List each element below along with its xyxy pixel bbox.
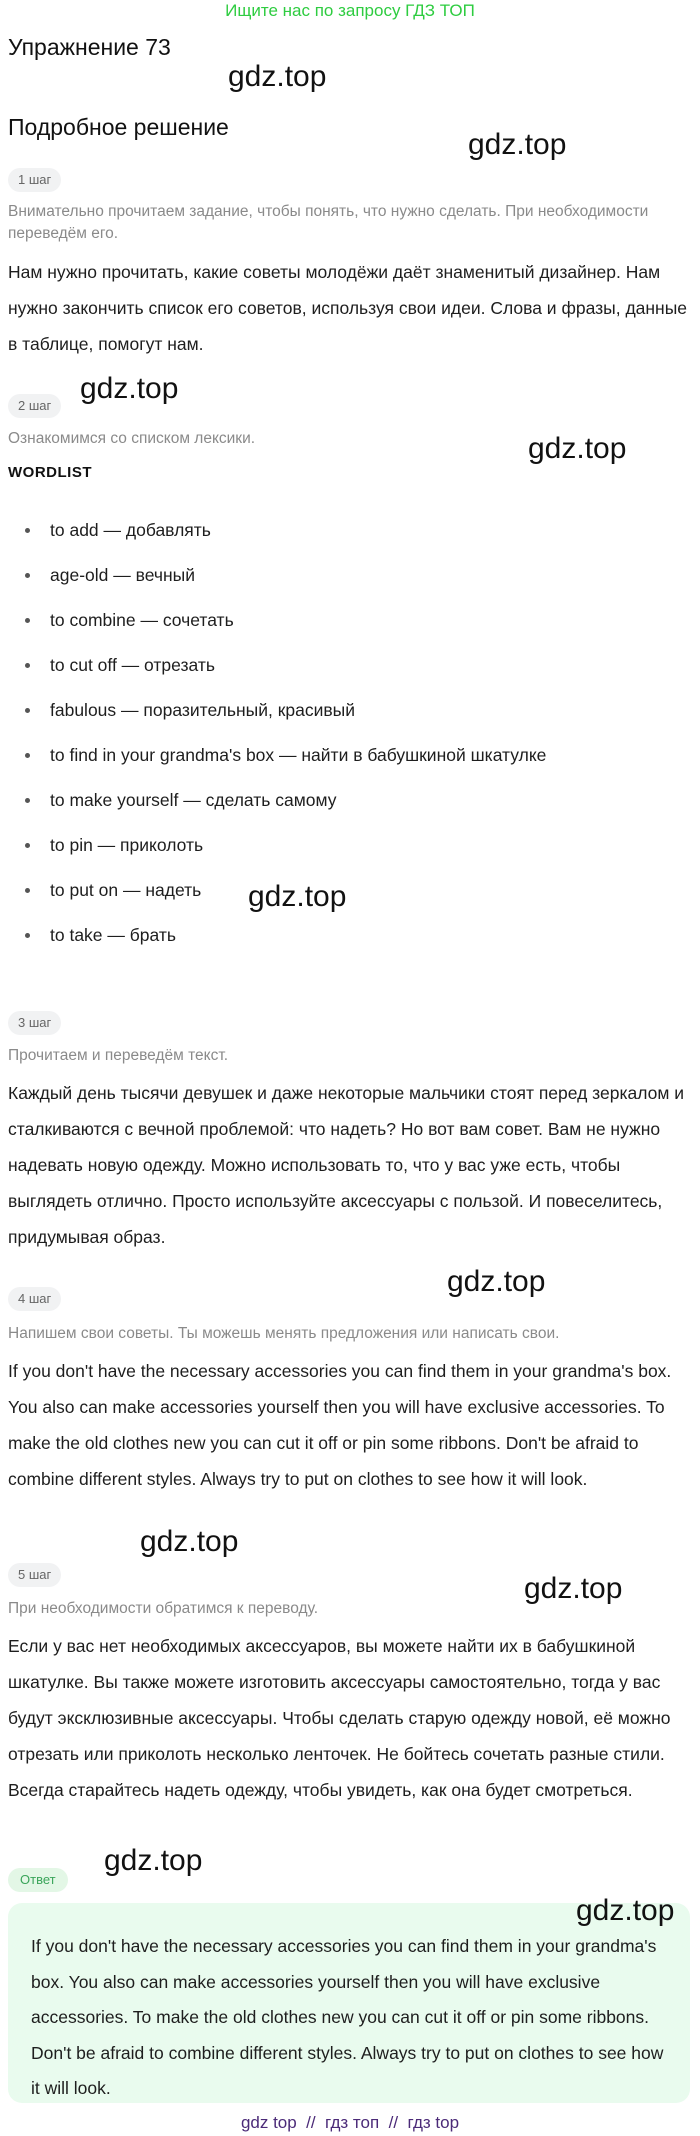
list-item: to take — брать	[0, 913, 700, 958]
watermark: gdz.top	[104, 1844, 203, 1877]
step-4-text: If you don't have the necessary accessories you can find them in your grandma's box. You also can make accessories yourself then you will have exclusive accessories. To make the old clothes new you can cut it off or pin some ribbons. Don't be afraid to combine different styles. Always try to put on clothes to see how it will look.	[8, 1361, 672, 1489]
list-item: to put on — надеть	[0, 868, 700, 913]
watermark: gdz.top	[228, 60, 327, 93]
step-3-note: Прочитаем и переведём текст.	[8, 1047, 229, 1064]
list-item: to pin — приколоть	[0, 823, 700, 868]
search-banner: Ищите нас по запросу ГДЗ ТОП	[225, 1, 475, 20]
wordlist-heading: WORDLIST	[8, 464, 92, 481]
list-item: to cut off — отрезать	[0, 643, 700, 688]
step-3-text: Каждый день тысячи девушек и даже некоторые мальчики стоят перед зеркалом и сталкиваются с вечной проблемой: что надеть? Но вот вам совет. Вам не нужно надевать новую одежду. Можно использовать то, что у вас уже есть, чтобы выглядеть отлично. Просто используйте аксессуары с пользой. И повеселитесь, придумывая образ.	[8, 1083, 685, 1247]
step-5-note: При необходимости обратимся к переводу.	[8, 1600, 319, 1617]
step-3-badge: 3 шаг	[8, 1011, 61, 1035]
list-item: to make yourself — сделать самому	[0, 778, 700, 823]
watermark: gdz.top	[140, 1525, 239, 1558]
answer-text: If you don't have the necessary accessories you can find them in your grandma's box. You also can make accessories yourself then you will have exclusive accessories. To make the old clothes new you can cut it off or pin some ribbons. Don't be afraid to combine different styles. Always try to put on clothes to see how it will look.	[31, 1936, 664, 2098]
step-5-badge: 5 шаг	[8, 1563, 61, 1587]
footer-links: gdz top // гдз топ // гдз top	[240, 2113, 460, 2132]
answer-box	[8, 1903, 690, 2103]
list-item: to find in your grandma's box — найти в бабушкиной шкатулке	[0, 733, 700, 778]
watermark: gdz.top	[524, 1572, 623, 1605]
list-item: to combine — сочетать	[0, 598, 700, 643]
step-1-text: Нам нужно прочитать, какие советы молодёжи даёт знаменитый дизайнер. Нам нужно закончить список его советов, используя свои идеи. Слова и фразы, данные в таблице, помогут нам.	[8, 262, 688, 354]
watermark: gdz.top	[468, 128, 567, 161]
wordlist	[0, 508, 700, 958]
list-item: to add — добавлять	[0, 508, 700, 553]
answer-badge: Ответ	[8, 1868, 68, 1892]
watermark: gdz.top	[576, 1894, 675, 1927]
step-5-text: Если у вас нет необходимых аксессуаров, вы можете найти их в бабушкиной шкатулке. Вы также можете изготовить аксессуары самостоятельно, тогда у вас будут эксклюзивные аксессуары. Чтобы сделать старую одежду новой, её можно отрезать или приколоть несколько ленточек. Не бойтесь сочетать разные стили. Всегда старайтесь надеть одежду, чтобы увидеть, как она будет смотреться.	[8, 1636, 671, 1800]
list-item: fabulous — поразительный, красивый	[0, 688, 700, 733]
step-1-note: Внимательно прочитаем задание, чтобы понять, что нужно сделать. При необходимости переведём его.	[8, 203, 649, 242]
step-4-note: Напишем свои советы. Ты можешь менять предложения или написать свои.	[8, 1325, 560, 1342]
watermark: gdz.top	[248, 880, 347, 913]
watermark: gdz.top	[80, 372, 179, 405]
step-2-badge: 2 шаг	[8, 394, 61, 418]
watermark: gdz.top	[528, 432, 627, 465]
watermark: gdz.top	[447, 1265, 546, 1298]
step-2-note: Ознакомимся со списком лексики.	[8, 430, 256, 447]
step-1-badge: 1 шаг	[8, 168, 61, 192]
section-title: Подробное решение	[8, 114, 229, 140]
exercise-title: Упражнение 73	[8, 34, 171, 60]
step-4-badge: 4 шаг	[8, 1287, 61, 1311]
list-item: age-old — вечный	[0, 553, 700, 598]
